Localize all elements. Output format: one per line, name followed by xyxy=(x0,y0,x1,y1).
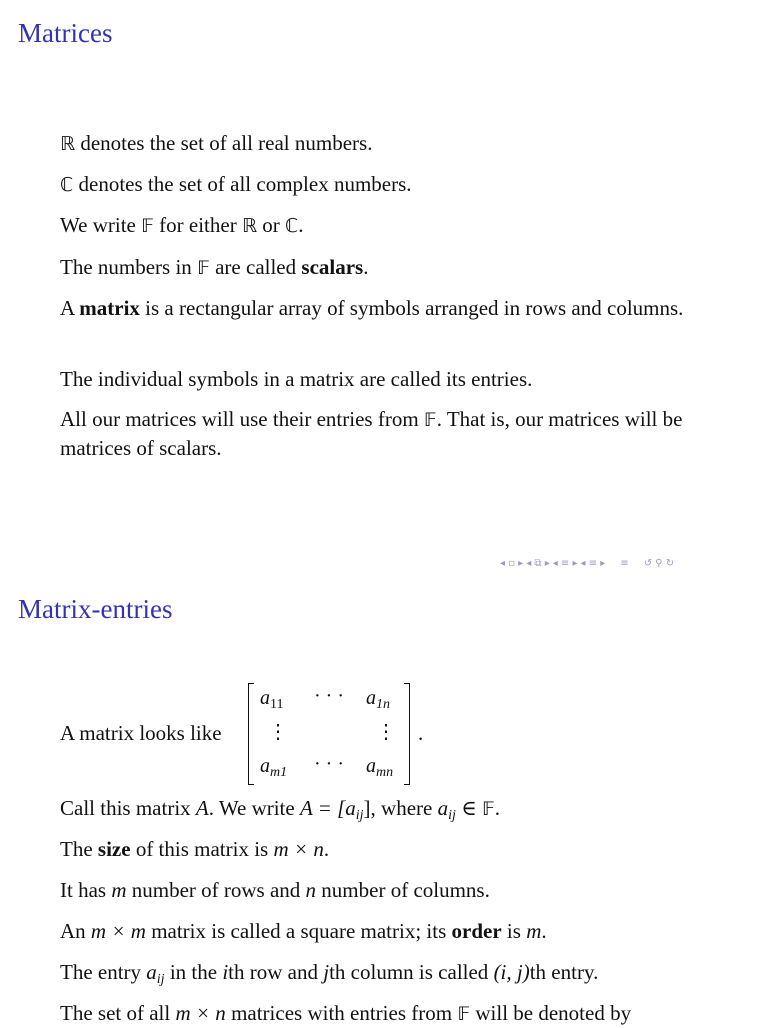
search-undo-redo-icon[interactable]: ↺ ⚲ ↻ xyxy=(643,557,675,569)
matrix-label: A matrix looks like xyxy=(60,721,222,745)
hdots-top: · · · xyxy=(314,685,344,707)
para-complex-numbers: ℂ denotes the set of all complex numbers. xyxy=(60,172,412,196)
matrix-period: . xyxy=(418,721,424,745)
right-bracket xyxy=(404,683,410,785)
para-square-matrix: An m × m matrix is called a square matrix; its order is m. xyxy=(60,919,547,943)
slide-title-matrix-entries: Matrix-entries xyxy=(18,594,173,624)
left-bracket xyxy=(248,683,254,785)
para-entries: The individual symbols in a matrix are called its entries. xyxy=(60,367,533,391)
entry-a11: $a_{11}$ xyxy=(260,687,284,712)
subsection-nav-icon[interactable]: ◂ ≡ ▸ xyxy=(580,557,606,569)
general-matrix xyxy=(248,683,410,785)
para-call-matrix-a: Call this matrix A. We write $A = [a_{ij}]$, where $a_{ij}$ ∈ 𝔽. xyxy=(60,796,500,823)
hdots-bottom: · · · xyxy=(314,753,344,775)
para-scalars: The numbers in 𝔽 are called scalars. xyxy=(60,255,369,279)
para-ij-entry: The entry $a_{ij}$ in the ith row and jth column is called (i, j)th entry. xyxy=(60,960,599,987)
para-set-of-matrices: The set of all m × n matrices with entries from 𝔽 will be denoted by xyxy=(60,1001,632,1025)
section-nav-icon[interactable]: ◂ ≡ ▸ xyxy=(552,557,578,569)
vdots-right: ⋮ xyxy=(376,721,396,743)
entry-a1n: $a_{1n}$ xyxy=(366,687,390,712)
para-field-f: We write 𝔽 for either ℝ or ℂ. xyxy=(60,213,304,237)
para-real-numbers: ℝ denotes the set of all real numbers. xyxy=(60,131,373,155)
slide-title-matrices: Matrices xyxy=(18,18,113,48)
slide-nav-icon[interactable]: ◂ ⧉ ▸ xyxy=(526,557,550,569)
outline-icon[interactable]: ≡ xyxy=(620,557,629,569)
beamer-navigation-bar xyxy=(500,555,762,571)
para-size: The size of this matrix is m × n. xyxy=(60,837,330,861)
entry-amn: $a_{mn}$ xyxy=(366,755,394,780)
frame-nav-icon[interactable]: ◂ ▫ ▸ xyxy=(500,557,524,569)
para-matrix-definition: A matrix is a rectangular array of symbols arranged in rows and columns. xyxy=(60,296,684,320)
entry-am1: $a_{m1}$ xyxy=(260,755,288,780)
para-rows-columns: It has m number of rows and n number of columns. xyxy=(60,878,490,902)
vdots-left: ⋮ xyxy=(268,721,288,743)
para-matrices-of-scalars: All our matrices will use their entries from 𝔽. That is, our matrices will be matrices of scalars. xyxy=(60,407,683,460)
